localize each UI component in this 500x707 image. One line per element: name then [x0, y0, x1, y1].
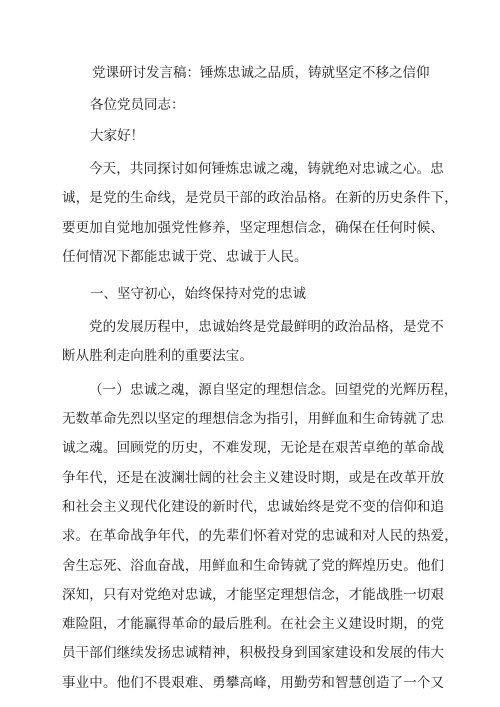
- paragraph-line: 难险阻，才能赢得革命的最后胜利。在社会主义建设时期，的党: [62, 616, 445, 633]
- paragraph-intro: [62, 155, 458, 272]
- section-heading: 一、坚守初心，始终保持对党的忠诚: [90, 286, 306, 303]
- paragraph-line: （一）忠诚之魂，源自坚定的理想信念。回望党的光辉历程，: [89, 381, 458, 398]
- paragraph-line: 员干部们继续发扬忠诚精神，积极投身到国家建设和发展的伟大: [62, 645, 445, 662]
- paragraph-line: 争年代，还是在波澜壮阔的社会主义建设时期，或是在改革开放: [62, 469, 445, 486]
- greeting: 大家好！: [90, 128, 144, 144]
- paragraph-line: 今天，共同探讨如何锤炼忠诚之魂，铸就绝对忠诚之心。忠: [89, 161, 444, 177]
- paragraph-line: 事业中。他们不畏艰难、勇攀高峰，用勤劳和智慧创造了一个又: [62, 674, 445, 691]
- paragraph-line: 诚之魂。回顾党的历史，不难发现，无论是在艰苦卓绝的革命战: [62, 440, 445, 457]
- paragraph-3: [62, 376, 458, 698]
- salutation: 各位党员同志：: [90, 97, 185, 113]
- paragraph-line: 无数革命先烈以坚定的理想信念为指引，用鲜血和生命铸就了忠: [62, 411, 445, 428]
- paragraph-line: 和社会主义现代化建设的新时代，忠诚始终是党不变的信仰和追: [62, 498, 445, 515]
- document-title: 党课研讨发言稿：锤炼忠诚之品质，铸就坚定不移之信仰: [92, 65, 430, 81]
- paragraph-line: 党的发展历程中，忠诚始终是党最鲜明的政治品格，是党不: [89, 319, 444, 336]
- paragraph-line: 舍生忘死、浴血奋战，用鲜血和生命铸就了党的辉煌历史。他们: [62, 557, 445, 574]
- paragraph-line: 诚，是党的生命线，是党员干部的政治品格。在新的历史条件下，: [62, 190, 458, 207]
- paragraph-line: 断从胜利走向胜利的重要法宝。: [62, 348, 254, 365]
- paragraph-line: 任何情况下都能忠诚于党、忠诚于人民。: [62, 248, 308, 265]
- paragraph-line: 求。在革命战争年代，的先辈们怀着对党的忠诚和对人民的热爱，: [62, 528, 458, 545]
- paragraph-2: [62, 313, 444, 372]
- paragraph-line: 深知，只有对党绝对忠诚，才能坚定理想信念，才能战胜一切艰: [62, 586, 445, 603]
- paragraph-line: 要更加自觉地加强党性修养，坚定理想信念，确保在任何时候、: [62, 219, 445, 236]
